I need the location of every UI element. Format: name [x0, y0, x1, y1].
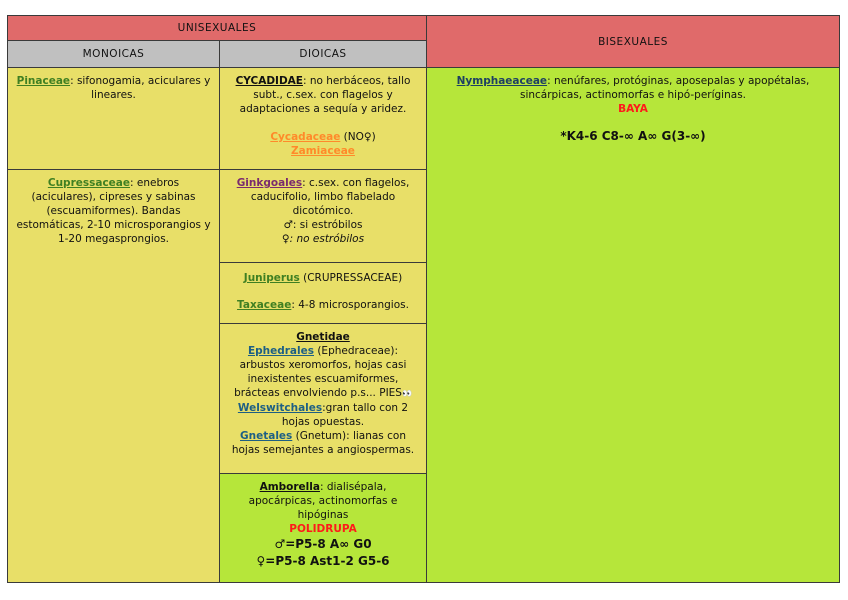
cell-juniperus-taxaceae	[220, 263, 427, 324]
pinaceae-name: Pinaceae	[16, 75, 71, 87]
cell-cupressaceae	[8, 170, 220, 583]
gnetidae-title: Gnetidae	[296, 331, 350, 343]
taxaceae-name: Taxaceae	[237, 299, 292, 311]
cell-nymphaeaceae	[427, 68, 840, 583]
cell-cycadidae	[220, 68, 427, 170]
cycadaceae-name: Cycadaceae	[270, 131, 341, 143]
eyes-emoji-icon: 👀	[401, 389, 412, 398]
nymphaeaceae-text: : nenúfares, protóginas, aposepalas y apopétalas, sincárpicas, actinomorfas e hipó-períginas.	[519, 75, 810, 101]
nymphaeaceae-name: Nymphaeaceae	[456, 75, 548, 87]
amborella-formula-male: ♂=P5-8 A∞ G0	[274, 537, 372, 551]
ephedrales-name: Ephedrales	[247, 345, 314, 357]
amborella-fruit: POLIDRUPA	[289, 523, 357, 535]
cupressaceae-name: Cupressaceae	[47, 177, 131, 189]
cell-amborella	[220, 474, 427, 583]
ephedrales-text: (Ephedraceae): arbustos xeromorfos, hojas casi inexistentes escuamiformes, brácteas envolviendo p.s... PIES	[234, 345, 407, 399]
juniperus-name: Juniperus	[243, 272, 300, 284]
ginkgoales-female: ♀: no estróbilos	[281, 233, 365, 245]
cell-ginkgoales	[220, 170, 427, 263]
nymphaeaceae-fruit: BAYA	[618, 103, 648, 115]
cycadaceae-note: (NO♀)	[343, 131, 376, 143]
welwitchales-name: Welswitchales	[237, 402, 323, 414]
juniperus-text: (CRUPRESSACEAE)	[299, 272, 403, 284]
nymphaeaceae-formula: *K4-6 C8-∞ A∞ G(3-∞)	[560, 129, 706, 143]
ginkgoales-name: Ginkgoales	[236, 177, 303, 189]
gnetales-name: Gnetales	[240, 430, 293, 442]
header-unisexuales-label: UNISEXUALES	[177, 22, 257, 34]
amborella-formula-female: ♀=P5-8 Ast1-2 G5-6	[256, 554, 390, 568]
header-bisexuales	[427, 16, 840, 68]
cell-gnetidae	[220, 324, 427, 474]
cycadidae-text: : no herbáceos, tallo subt., c.sex. con flagelos y adaptaciones a sequía y aridez.	[239, 75, 411, 115]
amborella-name: Amborella	[259, 481, 320, 493]
header-bisexuales-label: BISEXUALES	[598, 35, 668, 48]
cycadidae-name: CYCADIDAE	[235, 75, 303, 87]
ginkgoales-male: ♂: si estróbilos	[283, 219, 363, 231]
header-dioicas-label: DIOICAS	[299, 48, 347, 60]
header-monoicas-label: MONOICAS	[82, 48, 145, 60]
pinaceae-text: : sifonogamia, aciculares y lineares.	[70, 75, 211, 101]
classification-table	[7, 15, 840, 583]
ginkgoales-text: : c.sex. con flagelos, caducifolio, limbo flabelado dicotómico.	[250, 177, 410, 217]
header-dioicas	[220, 41, 427, 68]
gnetales-text: (Gnetum): lianas con hojas semejantes a angiospermas.	[231, 430, 415, 456]
taxaceae-text: : 4-8 microsporangios.	[291, 299, 409, 311]
zamiaceae-name: Zamiaceae	[291, 145, 355, 157]
header-monoicas	[8, 41, 220, 68]
amborella-text: : dialisépala, apocárpicas, actinomorfas e hipóginas	[248, 481, 398, 521]
cell-pinaceae	[8, 68, 220, 170]
cupressaceae-text: : enebros (aciculares), cipreses y sabinas (escuamiformes). Bandas estomáticas, 2-10 microsporangios y 1-20 megasprongios.	[16, 177, 211, 245]
welwitchales-text: :gran tallo con 2 hojas opuestas.	[281, 402, 409, 428]
header-unisexuales	[8, 16, 427, 41]
